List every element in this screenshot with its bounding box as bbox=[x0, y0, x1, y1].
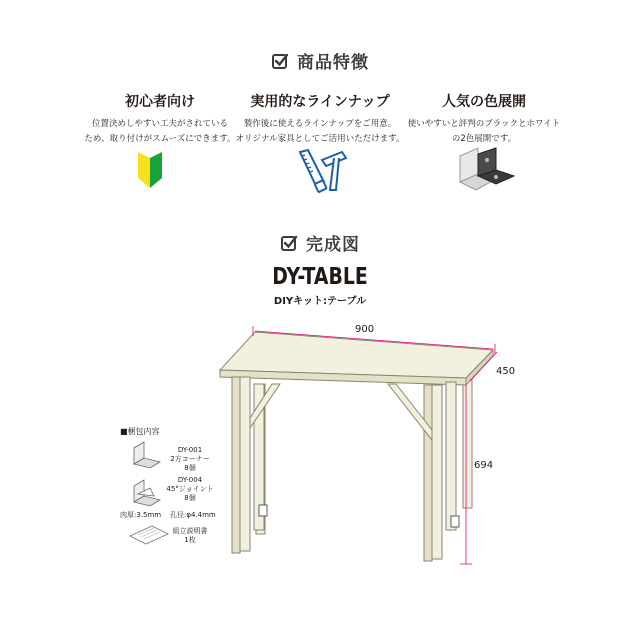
feature-desc-line: ため、取り付けがスムーズにできます。 bbox=[84, 134, 236, 144]
package-item-name: 組立説明書 bbox=[172, 527, 208, 535]
feature-desc-colors bbox=[379, 117, 589, 147]
features-heading-text: 商品特徴 bbox=[297, 53, 369, 73]
package-item-corner bbox=[160, 446, 220, 473]
package-hole: 孔径:φ4.4mm bbox=[170, 511, 216, 519]
package-title: ■梱包内容 bbox=[120, 427, 160, 436]
dimension-width: 900 bbox=[355, 324, 375, 335]
package-thickness: 肉厚:3.5mm bbox=[120, 511, 162, 519]
package-item-manual bbox=[160, 527, 220, 545]
dimension-height: 694 bbox=[474, 460, 494, 471]
product-logo: DY-TABLE bbox=[272, 264, 368, 290]
feature-title-colors: 人気の色展開 bbox=[442, 94, 526, 110]
feature-desc-line: オリジナル家具としてご活用いただけます。 bbox=[235, 134, 405, 144]
package-item-name: 45°ジョイント bbox=[166, 485, 214, 493]
table-illustration bbox=[210, 318, 510, 568]
completed-heading-text: 完成図 bbox=[306, 235, 360, 255]
feature-desc-line: 位置決めしやすい工夫がされている bbox=[91, 119, 228, 129]
completed-heading bbox=[220, 230, 420, 255]
dimension-depth: 450 bbox=[496, 366, 516, 377]
package-item-qty: 8個 bbox=[184, 494, 196, 502]
corner-bracket-icon bbox=[130, 440, 164, 470]
package-item-name: 2方コーナー bbox=[170, 455, 210, 463]
package-item-qty: 8個 bbox=[184, 464, 196, 472]
feature-desc-line: の2色展開です。 bbox=[451, 134, 517, 144]
beginner-mark-icon bbox=[136, 150, 164, 190]
feature-title-lineup: 実用的なラインナップ bbox=[250, 94, 390, 110]
checkbox-icon bbox=[280, 234, 298, 252]
package-item-code: DY-004 bbox=[177, 476, 203, 484]
package-item-code: DY-001 bbox=[177, 446, 203, 454]
feature-title-beginner: 初心者向け bbox=[125, 94, 195, 110]
package-item-qty: 1枚 bbox=[184, 536, 196, 544]
package-item-joint bbox=[160, 476, 220, 503]
feature-desc-line: 製作後に使えるラインナップをご用意。 bbox=[243, 119, 397, 129]
joint-bracket-icon bbox=[130, 478, 164, 508]
corner-brackets-icon bbox=[456, 146, 518, 192]
features-heading bbox=[220, 48, 420, 73]
saw-hammer-icon bbox=[294, 148, 350, 194]
checkbox-icon bbox=[271, 52, 289, 70]
feature-desc-line: 使いやすいと評判のブラックとホワイト bbox=[407, 119, 561, 129]
product-subtitle: DIYキット:テーブル bbox=[273, 296, 367, 307]
